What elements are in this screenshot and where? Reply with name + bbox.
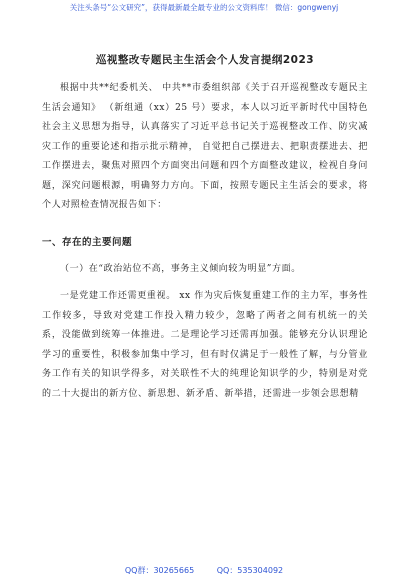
subsection-heading: （一）在“政治站位不高，事务主义倾向较为明显”方面。 [60, 263, 301, 274]
qq-group-text: QQ群：30265665 [124, 566, 195, 575]
document-title: 巡视整改专题民主生活会个人发言提纲2023 [95, 54, 315, 66]
top-banner: 关注头条号“公文研究”，获得最新最全最专业的公文资料库！ 微信：gongwenyj [69, 3, 339, 12]
body-paragraph: 一是党建工作还需更重视。 xx 作为灾后恢复重建工作的主力军，事务性工作较多，导致对党建工作投入精力较少，忽略了两者之间有机统一的关系，没能做到统筹一体推进。二是理论学习还需再加强。能够充分认识理论学习的重要性，积极参加集中学习，但有时仅满足于一般性了解，与分管业务工作有关的知识学得多，对关联性不大的纯理论知识学的少，特别是对党的二十大提出的新方位、新思想、新矛盾、新举措，还需进一步领会思想精 [42, 291, 368, 399]
document-page [42, 26, 368, 404]
qq-text: QQ：535304092 [216, 566, 284, 575]
footer-contact [0, 565, 408, 576]
intro-paragraph: 根据中共**纪委机关、 中共**市委组织部《关于召开巡视整改专题民主生活会通知》 （新组通（xx）25 号）要求，本人以习近平新时代中国特色社会主义思想为指导，认真落实了习近平总书记关于巡视整改工作、防灾减灾工作的重要论述和指示批示精神， 自觉把自己摆进去、把职责摆进去、把工作摆进去，聚焦对照四个方面突出问题和四个方面整改建议，检视自身问题，深究问题根源，明确努力方向。下面，按照专题民主生活会的要求，将个人对照检查情况报告如下： [42, 83, 368, 210]
section-heading: 一、存在的主要问题 [42, 236, 133, 248]
